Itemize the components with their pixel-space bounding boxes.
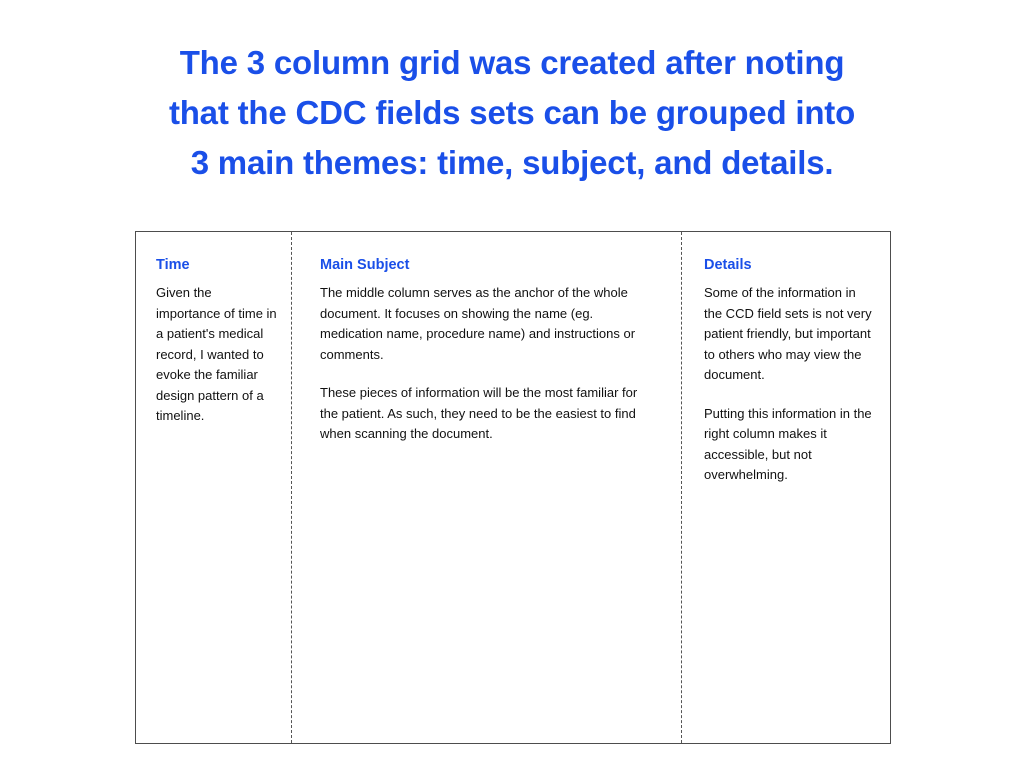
three-column-grid bbox=[135, 231, 891, 744]
column-time-title: Time bbox=[156, 257, 190, 273]
column-time bbox=[136, 232, 291, 743]
page-title-line-1: The 3 column grid was created after noting bbox=[179, 44, 845, 81]
column-main-subject-paragraph-2: These pieces of information will be the most familiar for the patient. As such, they need to be the easiest to find when scanning the document. bbox=[320, 385, 638, 441]
column-details-paragraph-2: Putting this information in the right column makes it accessible, but not overwhelming. bbox=[704, 405, 872, 482]
page-title-line-2: that the CDC fields sets can be grouped into bbox=[168, 94, 856, 131]
column-main-subject-paragraph-1: The middle column serves as the anchor of the whole document. It focuses on showing the name (eg. medication name, procedure name) and instructions or comments. bbox=[320, 285, 636, 362]
column-time-paragraph-1: Given the importance of time in a patient's medical record, I wanted to evoke the familiar design pattern of a timeline. bbox=[156, 285, 277, 423]
column-details-paragraph-1: Some of the information in the CCD field sets is not very patient friendly, but important to others who may view the document. bbox=[704, 285, 872, 382]
page-title-line-3: 3 main themes: time, subject, and details. bbox=[190, 144, 834, 181]
column-details bbox=[681, 232, 890, 743]
column-main-subject bbox=[291, 232, 681, 743]
page-title bbox=[96, 38, 928, 188]
column-main-subject-title: Main Subject bbox=[320, 257, 410, 273]
column-details-title: Details bbox=[704, 257, 752, 273]
